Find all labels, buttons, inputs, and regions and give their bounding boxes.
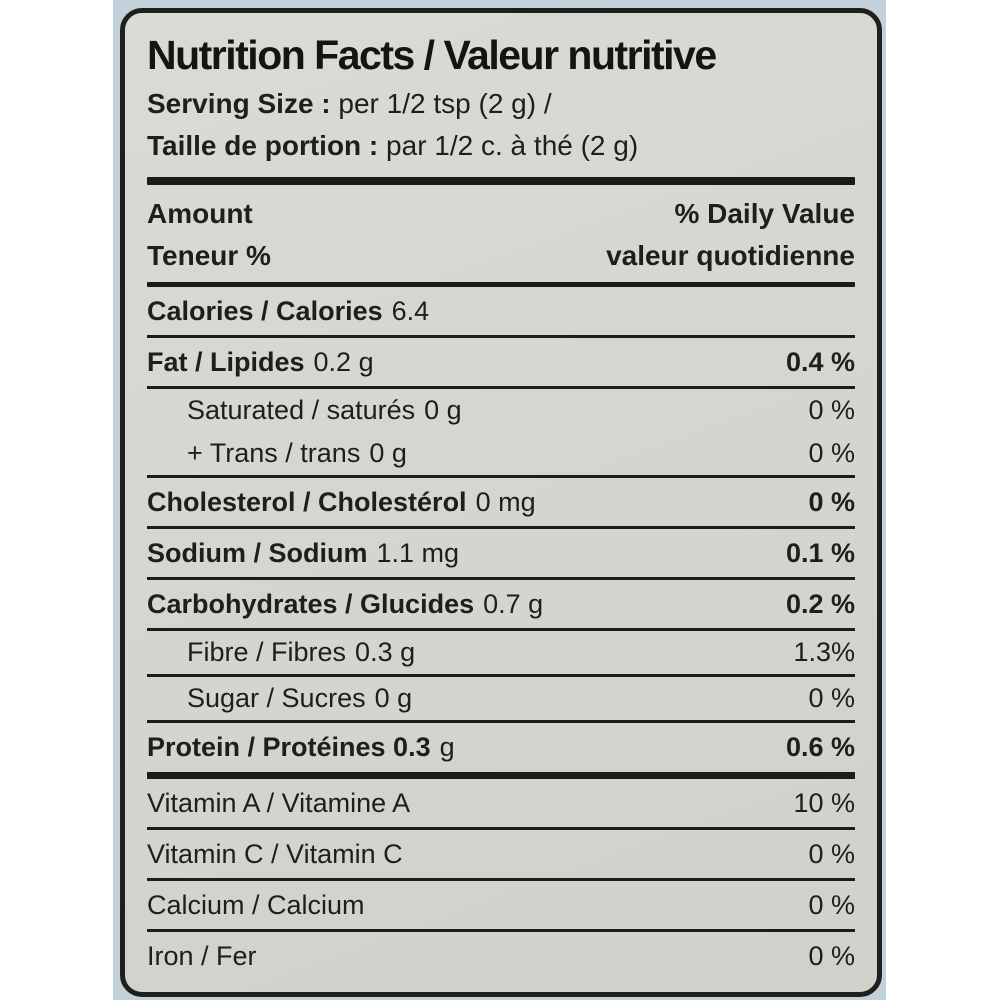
iron-dv: 0 % xyxy=(808,940,855,971)
sugar-dv: 0 % xyxy=(808,683,855,713)
cholesterol-dv: 0 % xyxy=(808,486,855,517)
daily-value-header-fr: valeur quotidienne xyxy=(606,240,855,271)
section-divider-top xyxy=(147,177,855,185)
saturated-dv: 0 % xyxy=(808,395,855,425)
fibre-label: Fibre / Fibres xyxy=(187,637,347,667)
protein-amount: g xyxy=(439,732,455,762)
serving-size-value-fr: par 1/2 c. à thé (2 g) xyxy=(386,130,639,161)
sodium-amount: 1.1 mg xyxy=(376,537,460,568)
carbohydrates-dv: 0.2 % xyxy=(785,588,855,619)
cholesterol-amount: 0 mg xyxy=(475,486,536,517)
amount-header-fr: Teneur % xyxy=(147,240,271,271)
serving-size-value-en: per 1/2 tsp (2 g) / xyxy=(338,88,552,119)
row-carbohydrates xyxy=(147,580,855,628)
cholesterol-label: Cholesterol / Cholestérol xyxy=(147,486,467,517)
row-vitamin-c xyxy=(147,830,855,878)
row-cholesterol xyxy=(147,478,855,526)
carbohydrates-amount: 0.7 g xyxy=(483,588,544,619)
serving-size-block xyxy=(147,83,855,167)
fibre-amount: 0.3 g xyxy=(355,637,416,667)
nutrition-facts-label xyxy=(120,8,882,997)
calcium-dv: 0 % xyxy=(808,889,855,920)
amount-header xyxy=(147,193,271,277)
sodium-dv: 0.1 % xyxy=(785,537,855,568)
calcium-label: Calcium / Calcium xyxy=(147,889,365,920)
row-protein xyxy=(147,723,855,772)
iron-label: Iron / Fer xyxy=(147,940,257,971)
row-fat xyxy=(147,338,855,386)
row-fibre xyxy=(147,631,855,674)
row-trans-fat xyxy=(147,432,855,475)
sugar-amount: 0 g xyxy=(374,683,413,713)
row-saturated-fat xyxy=(147,389,855,432)
fat-label: Fat / Lipides xyxy=(147,346,305,377)
vitamin-a-label: Vitamin A / Vitamine A xyxy=(147,787,411,818)
serving-size-line-en xyxy=(147,83,855,125)
fat-amount: 0.2 g xyxy=(313,346,374,377)
saturated-label: Saturated / saturés xyxy=(187,395,416,425)
column-header-row xyxy=(147,193,855,277)
serving-size-label-fr: Taille de portion : xyxy=(147,130,379,161)
row-iron xyxy=(147,932,855,980)
protein-dv: 0.6 % xyxy=(785,732,855,762)
carbohydrates-label: Carbohydrates / Glucides xyxy=(147,588,475,619)
amount-header-en: Amount xyxy=(147,198,253,229)
serving-size-label-en: Serving Size : xyxy=(147,88,331,119)
calories-label: Calories / Calories xyxy=(147,295,383,326)
row-calcium xyxy=(147,881,855,929)
sugar-label: Sugar / Sucres xyxy=(187,683,366,713)
protein-label: Protein / Protéines 0.3 xyxy=(147,732,431,762)
daily-value-header-en: % Daily Value xyxy=(674,198,855,229)
trans-amount: 0 g xyxy=(369,438,407,468)
fibre-dv: 1.3% xyxy=(793,637,855,667)
row-sugar xyxy=(147,677,855,720)
row-calories xyxy=(147,287,855,335)
row-vitamin-a xyxy=(147,779,855,827)
trans-dv: 0 % xyxy=(808,438,855,468)
sodium-label: Sodium / Sodium xyxy=(147,537,368,568)
label-title: Nutrition Facts / Valeur nutritive xyxy=(147,32,716,78)
calories-amount: 6.4 xyxy=(391,295,430,326)
vitamin-c-label: Vitamin C / Vitamin C xyxy=(147,838,403,869)
saturated-amount: 0 g xyxy=(424,395,462,425)
trans-label: + Trans / trans xyxy=(187,438,361,468)
section-divider-vitamins xyxy=(147,772,855,779)
vitamin-c-dv: 0 % xyxy=(808,838,855,869)
fat-dv: 0.4 % xyxy=(785,346,855,377)
serving-size-line-fr xyxy=(147,125,855,167)
vitamin-a-dv: 10 % xyxy=(793,787,855,818)
daily-value-header xyxy=(606,193,855,277)
row-sodium xyxy=(147,529,855,577)
